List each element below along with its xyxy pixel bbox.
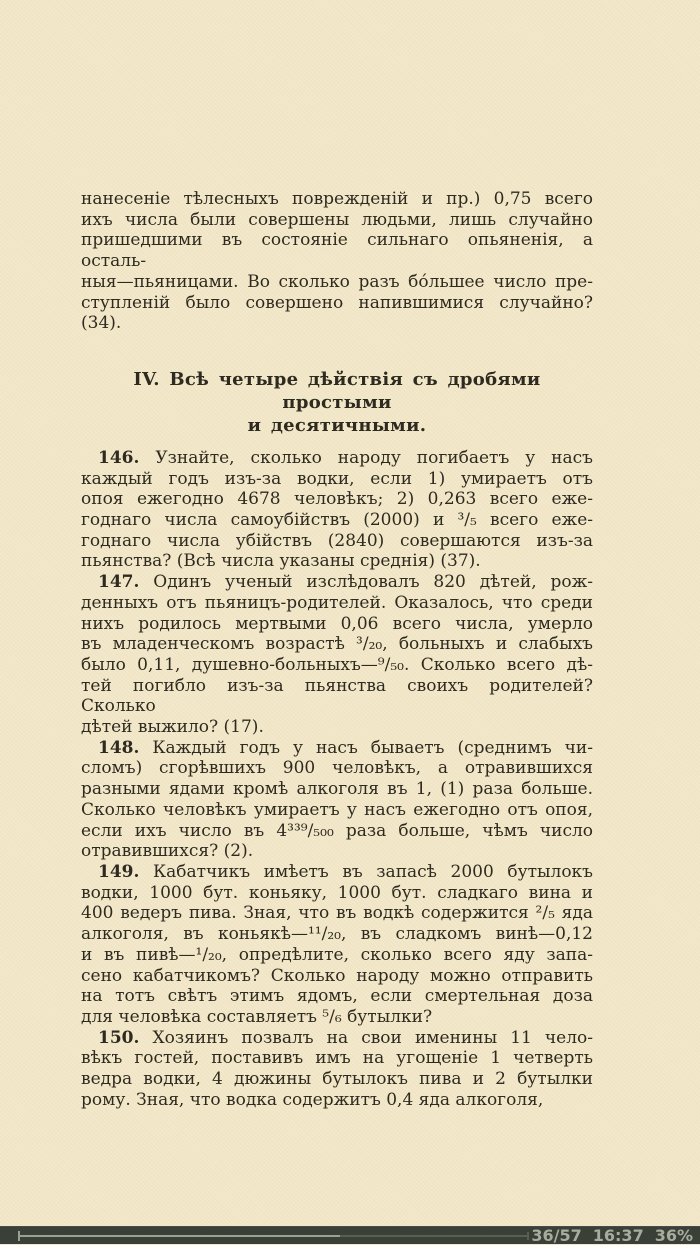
text-line: каждый годъ изъ-за водки, если 1) умираетъ отъ (81, 468, 593, 489)
text-line: дѣтей выжило? (17). (81, 717, 264, 738)
text-line: если ихъ число въ 4³³⁹/₅₀₀ раза больше, чѣмъ число (81, 820, 593, 841)
text-line: опоя ежегодно 4678 человѣкъ; 2) 0,263 всего еже- (81, 489, 593, 510)
text-line: 150. Хозяинъ позвалъ на свои именины 11 чело- (98, 1027, 593, 1048)
text-line: алкоголя, въ коньякѣ—¹¹/₂₀, въ сладкомъ винѣ—0,12 (81, 924, 593, 945)
text-line: сено кабатчикомъ? Сколько народу можно отправить (81, 965, 593, 986)
problem-paragraph-147 (81, 572, 593, 738)
text-line: тей погибло изъ-за пьянства своихъ родителей? Сколько (81, 675, 593, 717)
progress-fill (18, 1235, 340, 1237)
text-line: пришедшими въ состояніе сильнаго опьяненія, а осталь- (81, 230, 593, 272)
text-line: годнаго числа самоубійствъ (2000) и ³/₅ всего еже- (81, 510, 593, 531)
battery-percent: 36% (654, 1226, 693, 1245)
problem-number: 148. (98, 737, 140, 758)
progress-end-tick (527, 1232, 529, 1240)
problem-paragraph-149 (81, 862, 593, 1028)
text-line: рому. Зная, что водка содержитъ 0,4 яда алкоголя, (81, 1089, 544, 1110)
intro-paragraph (81, 189, 593, 334)
problem-paragraph-150 (81, 1028, 593, 1111)
progress-start-tick (18, 1231, 20, 1241)
heading-line: IV. Всѣ четыре дѣйствія съ дробями простыми (133, 368, 541, 413)
text-line: сломъ) сгорѣвшихъ 900 человѣкъ, а отравившихся (81, 758, 593, 779)
text-line: нихъ родилось мертвыми 0,06 всего числа, умерло (81, 613, 593, 634)
reading-progress-bar[interactable] (0, 1227, 535, 1245)
problem-number: 146. (98, 447, 140, 468)
text-line: 146. Узнайте, сколько народу погибаетъ у насъ (98, 447, 593, 468)
problem-paragraph-148 (81, 738, 593, 862)
text-line: водки, 1000 бут. коньяку, 1000 бут. сладкаго вина и (81, 882, 593, 903)
text-line: ныя—пьяницами. Во сколько разъ бо́льшее число пре- (81, 271, 593, 292)
text-line: вѣкъ гостей, поставивъ имъ на угощеніе 1 четверть (81, 1048, 593, 1069)
problems-container (81, 448, 593, 1111)
text-line: денныхъ отъ пьяницъ-родителей. Оказалось, что среди (81, 592, 593, 613)
text-line: ихъ числа были совершены людьми, лишь случайно (81, 209, 593, 230)
problem-number: 149. (98, 861, 140, 882)
text-line: 149. Кабатчикъ имѣетъ въ запасѣ 2000 бутылокъ (98, 861, 593, 882)
clock: 16:37 (592, 1226, 644, 1245)
problem-number: 150. (98, 1027, 140, 1048)
text-line: и въ пивѣ—¹/₂₀, опредѣлите, сколько всего яду запа- (81, 944, 593, 965)
problem-paragraph-146 (81, 448, 593, 572)
text-line: пьянства? (Всѣ числа указаны среднія) (37). (81, 551, 481, 572)
text-line: Сколько человѣкъ умираетъ у насъ ежегодно отъ опоя, (81, 799, 593, 820)
text-line: было 0,11, душевно-больныхъ—⁹/₅₀. Сколько всего дѣ- (81, 654, 593, 675)
text-line: 147. Одинъ ученый изслѣдовалъ 820 дѣтей, рож- (98, 572, 593, 593)
text-line: на тотъ свѣтъ этимъ ядомъ, если смертельная доза (81, 986, 593, 1007)
section-heading (81, 368, 593, 437)
text-line: нанесеніе тѣлесныхъ поврежденій и пр.) 0,75 всего (81, 189, 593, 209)
text-line: въ младенческомъ возрастѣ ³/₂₀, больныхъ и слабыхъ (81, 634, 593, 655)
page-counter: 36/57 (531, 1226, 582, 1245)
text-line: для человѣка составляетъ ⁵/₆ бутылки? (81, 1006, 433, 1027)
text-line: годнаго числа убійствъ (2840) совершаются изъ-за (81, 530, 593, 551)
problem-number: 147. (98, 572, 140, 593)
text-line: ступленій было совершено напившимися случайно? (34). (81, 292, 593, 334)
text-line: 400 ведеръ пива. Зная, что въ водкѣ содержится ²/₅ яда (81, 903, 593, 924)
page-text-block (81, 189, 593, 1110)
reader-status-bar (0, 1226, 700, 1244)
status-text (531, 1227, 693, 1245)
text-line: отравившихся? (2). (81, 841, 254, 862)
heading-line: и десятичными. (247, 414, 427, 436)
text-line: 148. Каждый годъ у насъ бываетъ (среднимъ чи- (98, 737, 593, 758)
text-line: ведра водки, 4 дюжины бутылокъ пива и 2 бутылки (81, 1069, 593, 1090)
text-line: разными ядами кромѣ алкоголя въ 1, (1) раза больше. (81, 779, 593, 800)
